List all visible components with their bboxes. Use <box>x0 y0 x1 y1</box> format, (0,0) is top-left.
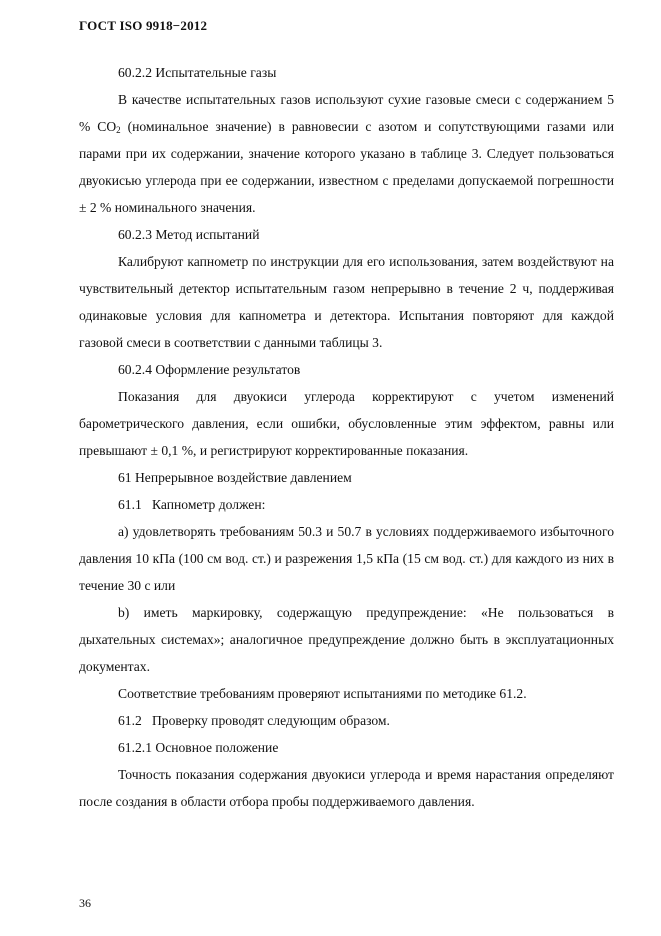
co2-subscript: 2 <box>116 125 121 135</box>
paragraph-test-gases <box>79 86 614 221</box>
clause-item-b: b) иметь маркировку, содержащую предупреждение: «Не пользоваться в дыхательных системах»; аналогичное предупреждение должно быть в эксплуатационных документах. <box>79 605 614 674</box>
test-gases-continuation: (номинальное значение) в равновесии с азотом и сопутствующими газами или парами при их содержании, значение которого указано в таблице 3. Следует пользоваться двуокисью углерода при ее содержании, известном с пределами допускаемой погрешности ± 2 % номинального значения. <box>79 119 614 215</box>
clause-61-1: 61.1 Капнометр должен: <box>118 497 266 512</box>
paragraph-accuracy: Точность показания содержания двуокиси углерода и время нарастания определяют после создания в области отбора пробы поддерживаемого давления. <box>79 767 614 809</box>
section-heading-60-2-4: 60.2.4 Оформление результатов <box>118 362 301 377</box>
test-gases-text: В качестве испытательных газов используют сухие газовые смеси с содержанием 5 % CO <box>79 92 614 134</box>
section-heading-61-2-1: 61.2.1 Основное положение <box>118 740 279 755</box>
clause-61-2: 61.2 Проверку проводят следующим образом. <box>118 713 390 728</box>
page-number: 36 <box>79 896 91 910</box>
clause-item-a: a) удовлетворять требованиям 50.3 и 50.7 в условиях поддерживаемого избыточного давления 10 кПа (100 см вод. ст.) и разрежения 1,5 кПа (15 см вод. ст.) для каждого из них в течение 30 с или <box>79 524 614 593</box>
paragraph-results: Показания для двуокиси углерода корректируют с учетом изменений барометрического давления, если ошибки, обусловленные этим эффектом, равны или превышают ± 0,1 %, и регистрируют корректированные показания. <box>79 389 614 458</box>
paragraph-test-method: Калибруют капнометр по инструкции для его использования, затем воздействуют на чувствительный детектор испытательным газом непрерывно в течение 2 ч, поддерживая одинаковые условия для капнометра и детектора. Испытания повторяют для каждой газовой смеси в соответствии с данными таблицы 3. <box>79 254 614 350</box>
document-body <box>79 59 614 815</box>
document-header: ГОСТ ISO 9918−2012 <box>79 18 208 33</box>
section-heading-60-2-2: 60.2.2 Испытательные газы <box>118 65 277 80</box>
section-heading-60-2-3: 60.2.3 Метод испытаний <box>118 227 260 242</box>
section-heading-61: 61 Непрерывное воздействие давлением <box>118 470 352 485</box>
paragraph-compliance: Соответствие требованиям проверяют испытаниями по методике 61.2. <box>118 686 527 701</box>
